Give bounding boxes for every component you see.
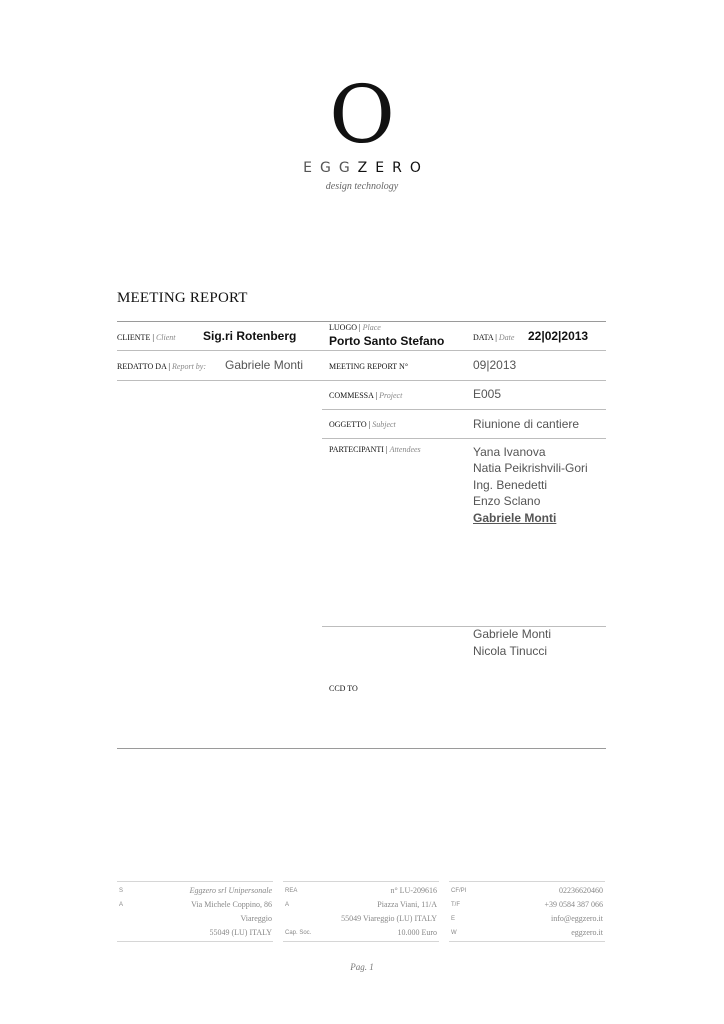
footer-key: REA <box>285 888 298 894</box>
report-n-label: MEETING REPORT N° <box>329 362 409 371</box>
footer-rule-bottom-3 <box>449 941 605 942</box>
footer-rule-bottom-1 <box>117 941 273 942</box>
redatto-value: Gabriele Monti <box>225 358 304 372</box>
logo-word-part1: EGG <box>303 160 358 176</box>
luogo-label-text: LUOGO <box>329 323 357 332</box>
cliente-label-text: CLIENTE <box>117 333 151 342</box>
footer-rule-top-1 <box>117 881 273 882</box>
commessa-label-text: COMMESSA <box>329 391 374 400</box>
footer-rule-top-3 <box>449 881 605 882</box>
attendee-item: Enzo Sclano <box>473 494 541 508</box>
oggetto-label-sub: Subject <box>372 420 396 429</box>
footer-key: Cap. Soc. <box>285 930 312 936</box>
oggetto-label: OGGETTO | Subject <box>329 420 396 429</box>
footer-address-line: Viareggio <box>240 914 272 923</box>
footer-capital-value: 10.000 Euro <box>397 928 437 937</box>
attendee-item: Yana Ivanova <box>473 445 546 459</box>
row-rule-4 <box>322 438 606 439</box>
data-value: 22|02|2013 <box>528 329 589 343</box>
cliente-value: Sig.ri Rotenberg <box>203 329 297 343</box>
oggetto-label-text: OGGETTO <box>329 420 367 429</box>
luogo-label: LUOGO | Place <box>329 323 381 332</box>
footer-rule-bottom-2 <box>283 941 439 942</box>
report-n-value: 09|2013 <box>473 358 517 372</box>
footer-key: A <box>119 902 124 908</box>
footer-key: E <box>451 916 456 922</box>
data-label: DATA | Date <box>473 333 515 342</box>
commessa-value: E005 <box>473 387 502 401</box>
commessa-label-sub: Project <box>379 391 403 400</box>
footer-vat-value: 02236620460 <box>559 886 603 895</box>
attendee-item-highlighted: Gabriele Monti <box>473 511 557 525</box>
commessa-label: COMMESSA | Project <box>329 391 403 400</box>
footer-key: T/F <box>451 902 460 908</box>
row-rule-2 <box>117 380 606 381</box>
luogo-value: Porto Santo Stefano <box>329 334 445 348</box>
logo-word-part2: ZERO <box>357 160 429 176</box>
attendee-item: Ing. Benedetti <box>473 478 548 492</box>
redatto-label-sub: Report by: <box>172 362 207 371</box>
ccd-item: Gabriele Monti <box>473 627 552 641</box>
row-rule-3 <box>322 409 606 410</box>
footer-key: CF/PI <box>451 888 467 894</box>
page-title: MEETING REPORT <box>117 290 248 306</box>
page-number: Pag. 1 <box>350 962 374 972</box>
logo-mark: O <box>329 68 395 161</box>
footer-website-link[interactable]: eggzero.it <box>571 928 603 937</box>
attendee-item: Natia Peikrishvili-Gori <box>473 461 588 475</box>
data-label-sub: Date <box>498 333 515 342</box>
row-rule-1 <box>117 350 606 351</box>
ccd-label: CCD TO <box>329 684 358 693</box>
table-top-rule <box>117 321 606 322</box>
redatto-label: REDATTO DA | Report by: <box>117 362 207 371</box>
data-label-text: DATA <box>473 333 494 342</box>
cliente-label-sub: Client <box>155 333 176 342</box>
luogo-label-sub: Place <box>362 323 381 332</box>
partecipanti-label-text: PARTECIPANTI <box>329 445 384 454</box>
footer-email-link[interactable]: info@eggzero.it <box>550 914 603 923</box>
footer-rea-value: n° LU-209616 <box>390 886 437 895</box>
footer-address-line: 55049 (LU) ITALY <box>209 928 272 937</box>
logo-tagline: design technology <box>325 181 399 192</box>
footer-address-line: Piazza Viani, 11/A <box>377 900 437 909</box>
cliente-label: CLIENTE | Client <box>117 333 176 342</box>
footer-key: S <box>119 888 124 894</box>
footer-key: W <box>451 930 457 936</box>
footer-company: Eggzero srl Unipersonale <box>189 886 272 895</box>
footer-phone-value: +39 0584 387 066 <box>544 900 603 909</box>
partecipanti-label: PARTECIPANTI | Attendees <box>329 445 421 454</box>
footer-address-line: 55049 Viareggio (LU) ITALY <box>341 914 437 923</box>
logo-wordmark <box>0 160 724 176</box>
table-bottom-rule <box>117 748 606 749</box>
footer-address-line: Via Michele Coppino, 86 <box>191 900 272 909</box>
row-rule-5 <box>322 626 606 627</box>
ccd-item: Nicola Tinucci <box>473 644 548 658</box>
partecipanti-label-sub: Attendees <box>389 445 421 454</box>
footer-rule-top-2 <box>283 881 439 882</box>
redatto-label-text: REDATTO DA <box>117 362 167 371</box>
footer-key: A <box>285 902 290 908</box>
oggetto-value: Riunione di cantiere <box>473 417 580 431</box>
